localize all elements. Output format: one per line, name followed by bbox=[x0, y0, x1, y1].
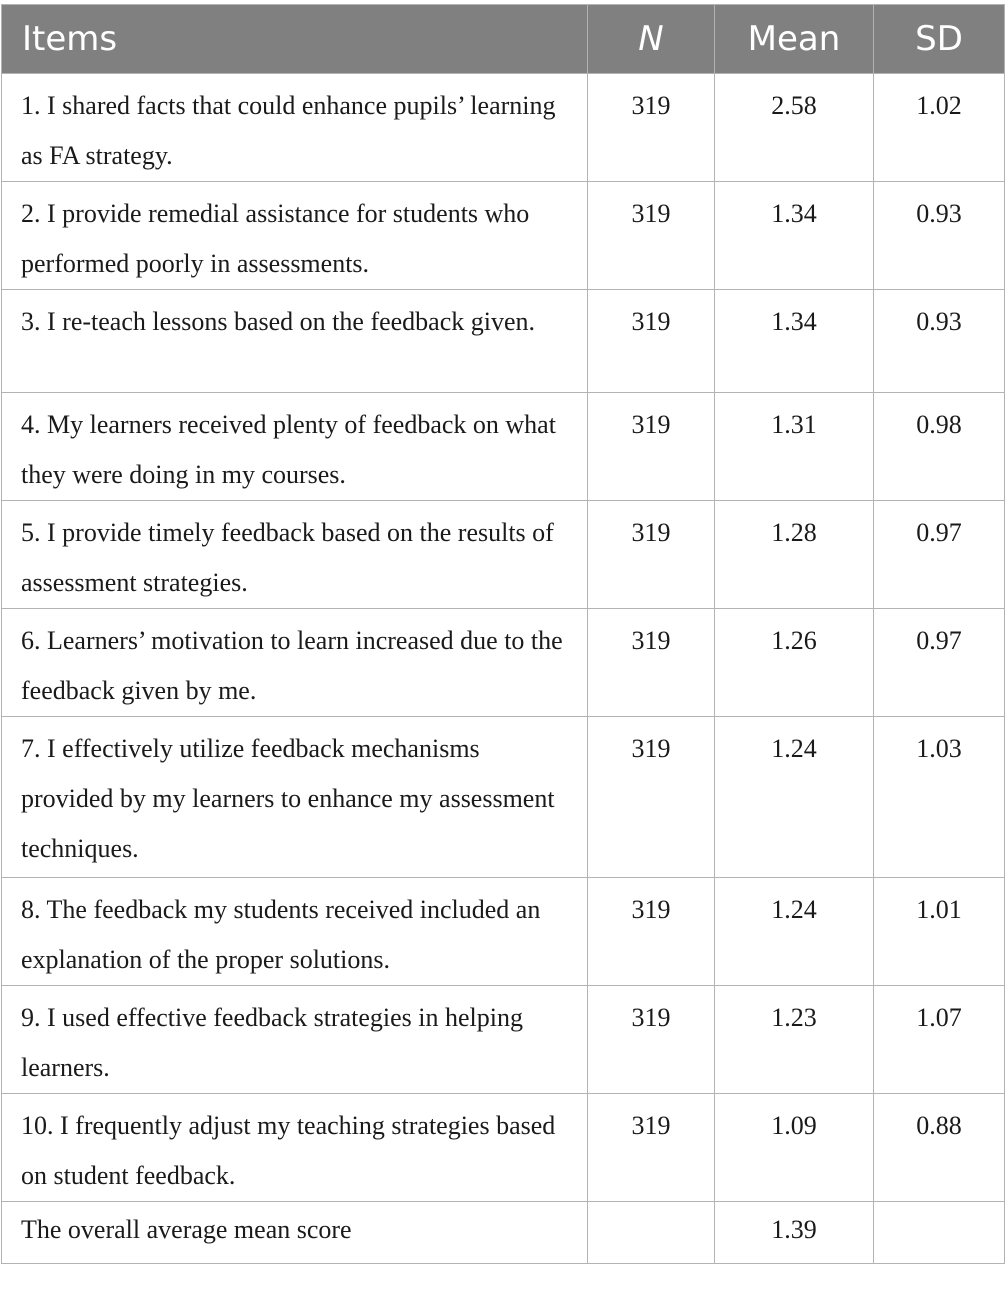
header-mean: Mean bbox=[715, 5, 874, 74]
n-value: 319 bbox=[588, 986, 715, 1094]
item-text: 4. My learners received plenty of feedback on what they were doing in my courses. bbox=[2, 393, 588, 501]
n-value: 319 bbox=[588, 609, 715, 717]
sd-value: 1.01 bbox=[874, 878, 1005, 986]
feedback-statistics-table bbox=[1, 4, 1005, 1264]
table-row bbox=[2, 393, 1005, 501]
mean-value: 2.58 bbox=[715, 74, 874, 182]
mean-value: 1.34 bbox=[715, 182, 874, 290]
mean-value: 1.24 bbox=[715, 717, 874, 878]
mean-value: 1.31 bbox=[715, 393, 874, 501]
table-row bbox=[2, 717, 1005, 878]
table-row bbox=[2, 290, 1005, 393]
sd-value: 1.03 bbox=[874, 717, 1005, 878]
total-label: The overall average mean score bbox=[2, 1202, 588, 1264]
mean-value: 1.26 bbox=[715, 609, 874, 717]
mean-value: 1.28 bbox=[715, 501, 874, 609]
item-text: 10. I frequently adjust my teaching strategies based on student feedback. bbox=[2, 1094, 588, 1202]
sd-value: 0.97 bbox=[874, 501, 1005, 609]
n-value: 319 bbox=[588, 501, 715, 609]
total-n-value bbox=[588, 1202, 715, 1264]
n-value: 319 bbox=[588, 878, 715, 986]
mean-value: 1.24 bbox=[715, 878, 874, 986]
mean-value: 1.34 bbox=[715, 290, 874, 393]
item-text: 7. I effectively utilize feedback mechanisms provided by my learners to enhance my assessment techniques. bbox=[2, 717, 588, 878]
sd-value: 0.98 bbox=[874, 393, 1005, 501]
table-row bbox=[2, 878, 1005, 986]
n-value: 319 bbox=[588, 74, 715, 182]
sd-value: 1.02 bbox=[874, 74, 1005, 182]
n-value: 319 bbox=[588, 717, 715, 878]
header-n: N bbox=[588, 5, 715, 74]
table-row bbox=[2, 501, 1005, 609]
table-row bbox=[2, 986, 1005, 1094]
item-text: 5. I provide timely feedback based on the results of assessment strategies. bbox=[2, 501, 588, 609]
header-items: Items bbox=[2, 5, 588, 74]
table-row bbox=[2, 609, 1005, 717]
header-row bbox=[2, 5, 1005, 74]
sd-value: 0.93 bbox=[874, 182, 1005, 290]
item-text: 8. The feedback my students received included an explanation of the proper solutions. bbox=[2, 878, 588, 986]
total-sd-value bbox=[874, 1202, 1005, 1264]
sd-value: 1.07 bbox=[874, 986, 1005, 1094]
item-text: 2. I provide remedial assistance for students who performed poorly in assessments. bbox=[2, 182, 588, 290]
sd-value: 0.93 bbox=[874, 290, 1005, 393]
header-sd: SD bbox=[874, 5, 1005, 74]
item-text: 6. Learners’ motivation to learn increased due to the feedback given by me. bbox=[2, 609, 588, 717]
table-row bbox=[2, 1094, 1005, 1202]
mean-value: 1.23 bbox=[715, 986, 874, 1094]
total-mean-value: 1.39 bbox=[715, 1202, 874, 1264]
table-row bbox=[2, 74, 1005, 182]
sd-value: 0.88 bbox=[874, 1094, 1005, 1202]
mean-value: 1.09 bbox=[715, 1094, 874, 1202]
n-value: 319 bbox=[588, 393, 715, 501]
table-row bbox=[2, 182, 1005, 290]
sd-value: 0.97 bbox=[874, 609, 1005, 717]
item-text: 1. I shared facts that could enhance pupils’ learning as FA strategy. bbox=[2, 74, 588, 182]
n-value: 319 bbox=[588, 1094, 715, 1202]
n-value: 319 bbox=[588, 182, 715, 290]
n-value: 319 bbox=[588, 290, 715, 393]
item-text: 3. I re-teach lessons based on the feedback given. bbox=[2, 290, 588, 393]
item-text: 9. I used effective feedback strategies in helping learners. bbox=[2, 986, 588, 1094]
total-row bbox=[2, 1202, 1005, 1264]
